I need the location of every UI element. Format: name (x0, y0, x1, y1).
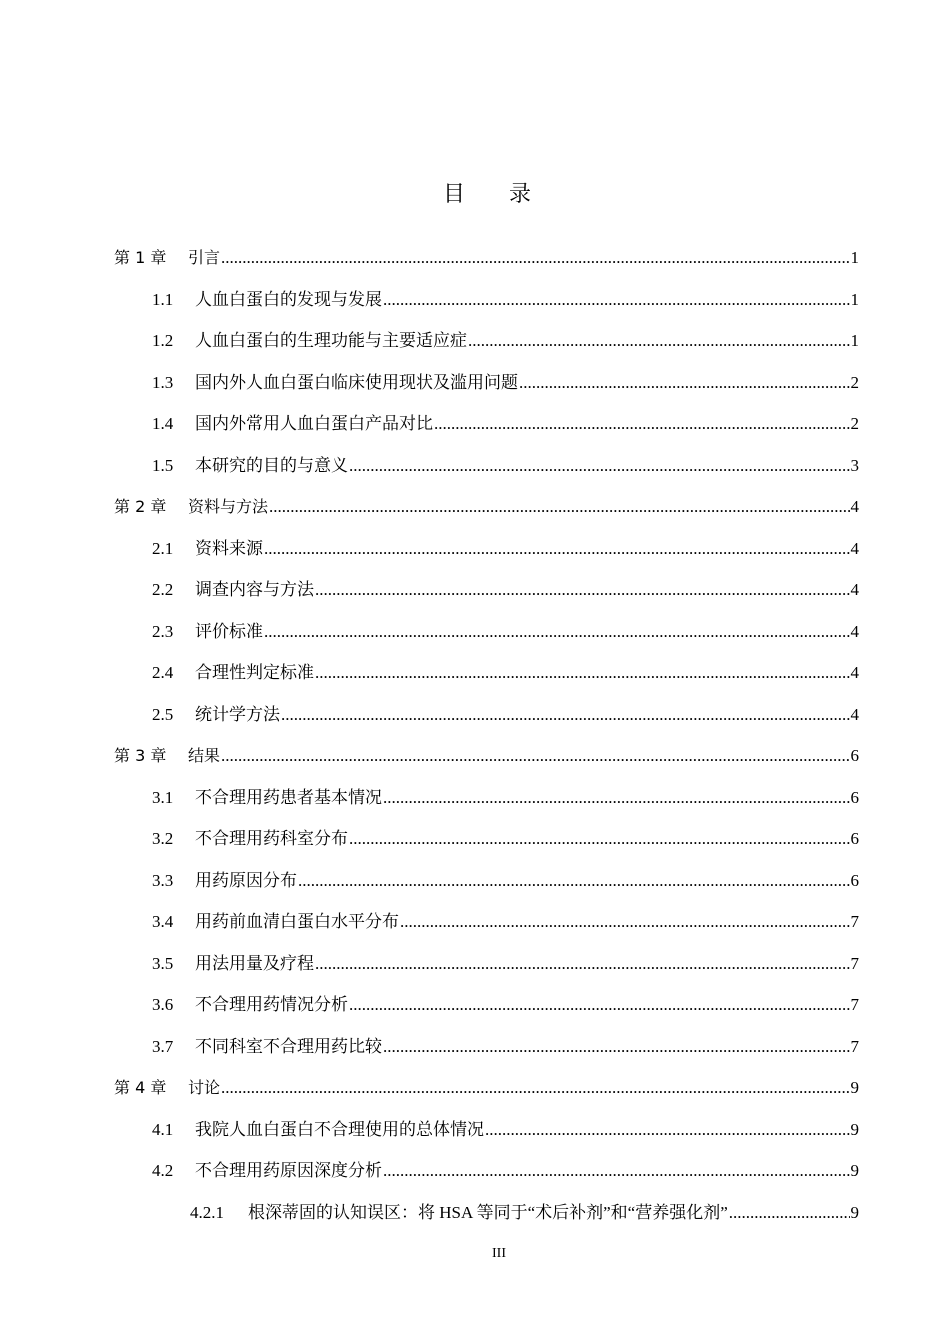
dot-leader (468, 331, 850, 351)
toc-entry-number: 1.4 (152, 414, 174, 433)
toc-entry-number: 3.7 (152, 1036, 174, 1056)
toc-entry-number: 第 1 章 (114, 248, 167, 267)
toc-entry-title: 不合理用药原因深度分析 (195, 1161, 382, 1180)
toc-entry-title: 合理性判定标准 (195, 663, 314, 682)
toc-entry-title: 讨论 (188, 1078, 221, 1097)
toc-entry-number: 3.5 (152, 953, 174, 973)
toc-entry-number: 3.6 (152, 995, 174, 1014)
dot-leader (729, 1203, 850, 1223)
dot-leader (264, 622, 850, 642)
toc-entry-page: 9 (850, 1161, 859, 1180)
toc-entry-number: 1.5 (152, 455, 174, 475)
dot-leader (519, 373, 850, 393)
toc-entry-number: 3.3 (152, 870, 174, 890)
toc-entry-title: 根深蒂固的认知误区：将 HSA 等同于“术后补剂”和“营养强化剂” (248, 1202, 728, 1222)
toc-section-2-5[interactable] (152, 695, 859, 725)
toc-subsection-4-2-1[interactable] (190, 1193, 859, 1223)
dot-leader (264, 539, 850, 559)
toc-entry-number: 2.3 (152, 621, 174, 641)
toc-entry-number: 2.2 (152, 580, 174, 599)
toc-title (0, 177, 950, 208)
dot-leader (221, 746, 849, 766)
toc-entry-title: 国内外人血白蛋白临床使用现状及滥用问题 (195, 372, 518, 392)
toc-entry-title: 人血白蛋白的生理功能与主要适应症 (195, 331, 467, 350)
toc-entry-number: 3.2 (152, 829, 174, 848)
toc-section-3-7[interactable] (152, 1027, 859, 1057)
toc-chapter-1[interactable] (114, 238, 859, 268)
dot-leader (281, 705, 850, 725)
toc-entry-page: 9 (850, 1078, 859, 1097)
toc-section-1-4[interactable] (152, 404, 859, 434)
toc-entry-number: 3.1 (152, 787, 174, 807)
toc-section-2-3[interactable] (152, 612, 859, 642)
toc-section-3-1[interactable] (152, 778, 859, 808)
toc-entry-page: 6 (850, 746, 859, 765)
dot-leader (315, 954, 850, 974)
toc-title-char-2: 录 (509, 182, 532, 207)
toc-entry-page: 1 (850, 331, 859, 350)
toc-entry-title: 统计学方法 (195, 704, 280, 724)
toc-section-1-1[interactable] (152, 280, 859, 310)
toc-entry-title: 调查内容与方法 (195, 580, 314, 599)
toc-section-3-2[interactable] (152, 819, 859, 849)
dot-leader (221, 1078, 849, 1098)
toc-entry-number: 2.5 (152, 704, 174, 724)
dot-leader (298, 871, 850, 891)
toc-entry-page: 7 (850, 1036, 859, 1056)
toc-section-1-2[interactable] (152, 321, 859, 351)
toc-entry-title: 用药前血清白蛋白水平分布 (195, 912, 399, 931)
toc-entry-page: 1 (850, 248, 859, 267)
toc-entry-number: 1.3 (152, 372, 174, 392)
toc-entry-number: 4.1 (152, 1119, 174, 1139)
toc-entry-title: 不合理用药科室分布 (195, 829, 348, 848)
toc-section-3-5[interactable] (152, 944, 859, 974)
toc-entry-title: 人血白蛋白的发现与发展 (195, 289, 382, 309)
toc-entry-title: 评价标准 (195, 621, 263, 641)
toc-entry-page: 4 (850, 497, 859, 516)
toc-entry-page: 6 (850, 787, 859, 807)
dot-leader (383, 1161, 850, 1181)
toc-section-2-1[interactable] (152, 529, 859, 559)
dot-leader (349, 829, 850, 849)
dot-leader (383, 290, 850, 310)
dot-leader (383, 1037, 850, 1057)
toc-section-2-4[interactable] (152, 653, 859, 683)
toc-entry-page: 4 (850, 621, 859, 641)
toc-entry-number: 1.2 (152, 331, 174, 350)
toc-entry-page: 9 (850, 1119, 859, 1139)
toc-entry-title: 不同科室不合理用药比较 (195, 1036, 382, 1056)
dot-leader (349, 995, 850, 1015)
toc-entry-page: 2 (850, 372, 859, 392)
toc-entry-title: 用药原因分布 (195, 870, 297, 890)
toc-entry-page: 7 (850, 912, 859, 931)
dot-leader (485, 1120, 850, 1140)
dot-leader (315, 580, 850, 600)
toc-title-char-1: 目 (442, 182, 465, 207)
toc-entry-page: 4 (850, 538, 859, 558)
toc-entry-page: 7 (850, 995, 859, 1014)
toc-entry-page: 6 (850, 829, 859, 848)
toc-section-4-1[interactable] (152, 1110, 859, 1140)
toc-chapter-4[interactable] (114, 1068, 859, 1098)
dot-leader (269, 497, 849, 517)
dot-leader (349, 456, 850, 476)
toc-section-3-6[interactable] (152, 985, 859, 1015)
toc-entry-title: 不合理用药患者基本情况 (195, 787, 382, 807)
dot-leader (400, 912, 850, 932)
toc-entry-title: 用法用量及疗程 (195, 953, 314, 973)
toc-entry-page: 9 (850, 1202, 859, 1222)
toc-section-1-3[interactable] (152, 363, 859, 393)
toc-entry-page: 1 (850, 289, 859, 309)
toc-entry-number: 第 2 章 (114, 497, 167, 516)
toc-entry-title: 资料来源 (195, 538, 263, 558)
toc-entry-title: 资料与方法 (188, 497, 269, 516)
toc-entry-title: 不合理用药情况分析 (195, 995, 348, 1014)
toc-section-3-3[interactable] (152, 861, 859, 891)
dot-leader (434, 414, 850, 434)
toc-chapter-3[interactable] (114, 736, 859, 766)
toc-section-3-4[interactable] (152, 902, 859, 932)
toc-entry-title: 国内外常用人血白蛋白产品对比 (195, 414, 433, 433)
toc-entry-number: 第 4 章 (114, 1078, 167, 1097)
toc-entry-title: 本研究的目的与意义 (195, 455, 348, 475)
dot-leader (315, 663, 850, 683)
page-number: III (492, 1246, 506, 1261)
toc-entry-page: 4 (850, 663, 859, 682)
dot-leader (383, 788, 850, 808)
toc-entry-page: 3 (850, 455, 859, 475)
toc-entry-number: 2.1 (152, 538, 174, 558)
toc-section-2-2[interactable] (152, 570, 859, 600)
toc-entry-page: 6 (850, 870, 859, 890)
toc-entry-title: 引言 (188, 248, 221, 267)
toc-entry-number: 2.4 (152, 663, 174, 682)
toc-section-4-2[interactable] (152, 1151, 859, 1181)
toc-entry-page: 4 (850, 704, 859, 724)
toc-entry-number: 第 3 章 (114, 746, 167, 765)
toc-entry-page: 2 (850, 414, 859, 433)
toc-entry-page: 7 (850, 953, 859, 973)
toc-entry-number: 1.1 (152, 289, 174, 309)
toc-section-1-5[interactable] (152, 446, 859, 476)
dot-leader (221, 248, 849, 268)
toc-entry-number: 3.4 (152, 912, 174, 931)
toc-chapter-2[interactable] (114, 487, 859, 517)
toc-entry-title: 我院人血白蛋白不合理使用的总体情况 (195, 1119, 484, 1139)
toc-entry-page: 4 (850, 580, 859, 599)
toc-entry-number: 4.2.1 (190, 1202, 224, 1222)
toc-entry-number: 4.2 (152, 1161, 174, 1180)
toc-entry-title: 结果 (188, 746, 221, 765)
